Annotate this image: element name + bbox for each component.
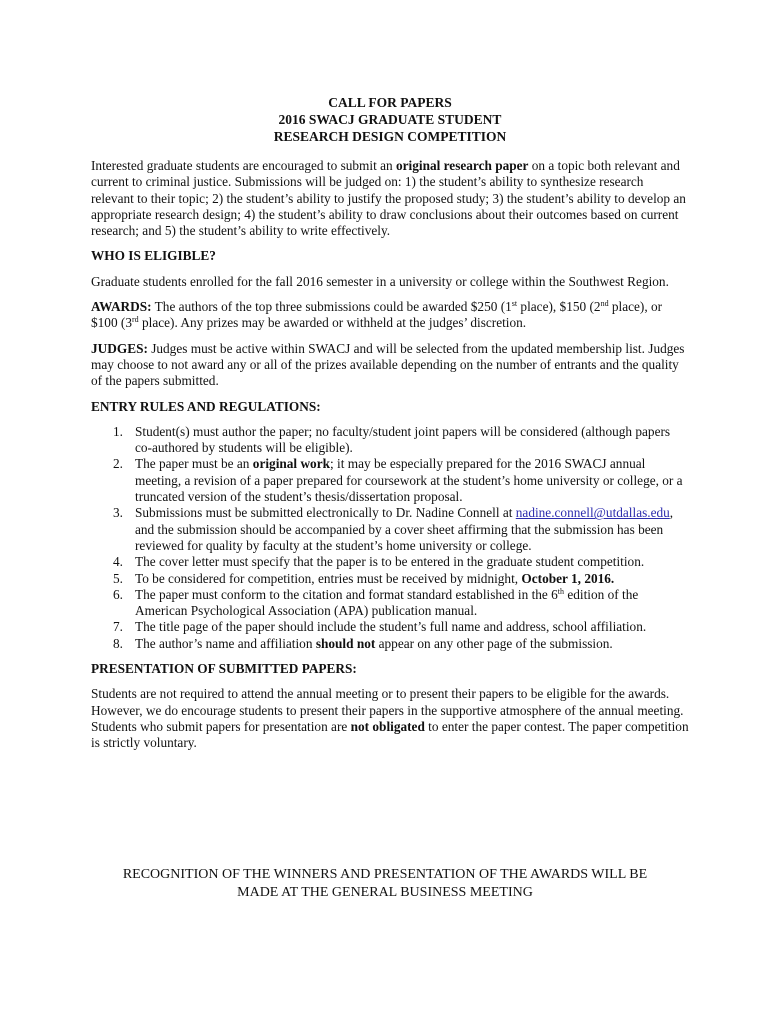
email-link[interactable]: nadine.connell@utdallas.edu <box>515 505 670 521</box>
list-item <box>91 587 689 620</box>
list-bold: original work <box>252 456 330 472</box>
recognition-line-2: MADE AT THE GENERAL BUSINESS MEETING <box>237 885 533 900</box>
awards-text-1: The authors of the top three submissions could be awarded $250 (1 <box>151 299 512 315</box>
presentation-pre: Students are not required to attend the annual meeting or to present their papers to be eligible for the awards. However, we do encourage students to present their papers in the supportive atmosphere of the annual meeting. Students who submit papers for presentation are <box>91 686 684 734</box>
list-number: 7. <box>113 619 123 635</box>
list-text: The author’s name and affiliation <box>135 635 316 651</box>
list-bold: should not <box>315 635 376 651</box>
awards-label: AWARDS: <box>91 299 152 315</box>
list-sup: th <box>557 586 565 596</box>
list-item <box>91 505 689 554</box>
intro-pre: Interested graduate students are encouraged to submit an <box>91 158 396 173</box>
list-bold: October 1, 2016. <box>521 570 615 586</box>
list-text: appear on any other page of the submission. <box>375 635 613 651</box>
list-number: 8. <box>113 635 123 651</box>
list-number: 3. <box>113 505 123 521</box>
list-number: 4. <box>113 554 123 570</box>
eligible-heading: WHO IS ELIGIBLE? <box>91 248 216 264</box>
list-item <box>91 619 689 635</box>
presentation-heading: PRESENTATION OF SUBMITTED PAPERS: <box>91 661 357 677</box>
judges-text: Judges must be active within SWACJ and will be selected from the updated membership list. Judges may choose to not award any or all of the prizes available depending on the number of entrants and the quality of the papers submitted. <box>91 340 685 389</box>
title-line-2: 2016 SWACJ GRADUATE STUDENT <box>278 112 502 127</box>
list-text: , and the submission should be accompanied by a cover sheet affirming that the submission has been reviewed for quality by faculty at the student’s home university or college. <box>135 505 674 553</box>
judges-paragraph <box>91 341 689 390</box>
awards-text-3: place), or $100 (3 <box>91 299 663 331</box>
intro-post: on a topic both relevant and current to criminal justice. Submissions will be judged on: 1) the student’s ability to synthesize research relevant to their topic; 2) the student’s ability to justify the proposed study; 3) the student’s ability to develop an appropriate research design; 4) the student’s ability to draw conclusions about their outcomes based on current research; and 5) the student’s ability to write effectively. <box>91 158 686 239</box>
document-title <box>91 94 689 145</box>
presentation-post: to enter the paper contest. The paper competition is strictly voluntary. <box>91 718 689 751</box>
awards-text-4: place). Any prizes may be awarded or withheld at the judges’ discretion. <box>138 315 527 331</box>
list-item <box>91 571 689 587</box>
list-text: Submissions must be submitted electronically to Dr. Nadine Connell at <box>135 505 516 521</box>
judges-label: JUDGES: <box>91 340 148 356</box>
rules-list <box>91 424 689 652</box>
presentation-paragraph <box>91 686 689 751</box>
document-body <box>91 94 689 752</box>
list-text: ; it may be especially prepared for the 2016 SWACJ annual meeting, a revision of a paper prepared for coursework at the student’s home university or college, or a truncated version of the student’s thesis/dissertation proposal. <box>135 456 683 505</box>
list-text: The cover letter must specify that the paper is to be entered in the graduate student competition. <box>135 554 645 570</box>
intro-bold: original research paper <box>395 158 529 173</box>
eligible-paragraph: Graduate students enrolled for the fall 2016 semester in a university or college within the Southwest Region. <box>91 273 669 289</box>
awards-sup-1: st <box>511 299 518 309</box>
list-text: edition of the American Psychological Association (APA) publication manual. <box>135 586 639 619</box>
recognition-line-1: RECOGNITION OF THE WINNERS AND PRESENTATION OF THE AWARDS WILL BE <box>122 867 648 882</box>
title-line-3: RESEARCH DESIGN COMPETITION <box>273 129 507 144</box>
awards-text-2: place), $150 (2 <box>517 299 601 315</box>
title-line-1: CALL FOR PAPERS <box>328 95 452 110</box>
list-text: Student(s) must author the paper; no faculty/student joint papers will be considered (although papers co-authored by students will be eligible). <box>135 423 671 456</box>
list-item <box>91 456 689 505</box>
list-text: The title page of the paper should include the student’s full name and address, school affiliation. <box>135 619 647 635</box>
list-item <box>91 554 689 570</box>
list-text: The paper must be an <box>135 456 253 472</box>
presentation-bold: not obligated <box>350 718 425 734</box>
intro-paragraph <box>91 158 689 239</box>
recognition-notice <box>60 866 710 902</box>
list-item <box>91 424 689 457</box>
awards-paragraph <box>91 299 689 332</box>
awards-sup-3: rd <box>132 315 139 325</box>
awards-sup-2: nd <box>600 299 609 309</box>
list-number: 2. <box>113 456 123 472</box>
list-number: 6. <box>113 586 123 602</box>
rules-heading: ENTRY RULES AND REGULATIONS: <box>91 398 321 414</box>
list-item <box>91 636 689 652</box>
list-number: 5. <box>113 570 123 586</box>
list-text: The paper must conform to the citation and format standard established in the 6 <box>135 586 558 602</box>
list-text: To be considered for competition, entries must be received by midnight, <box>135 570 522 586</box>
list-number: 1. <box>113 423 123 439</box>
